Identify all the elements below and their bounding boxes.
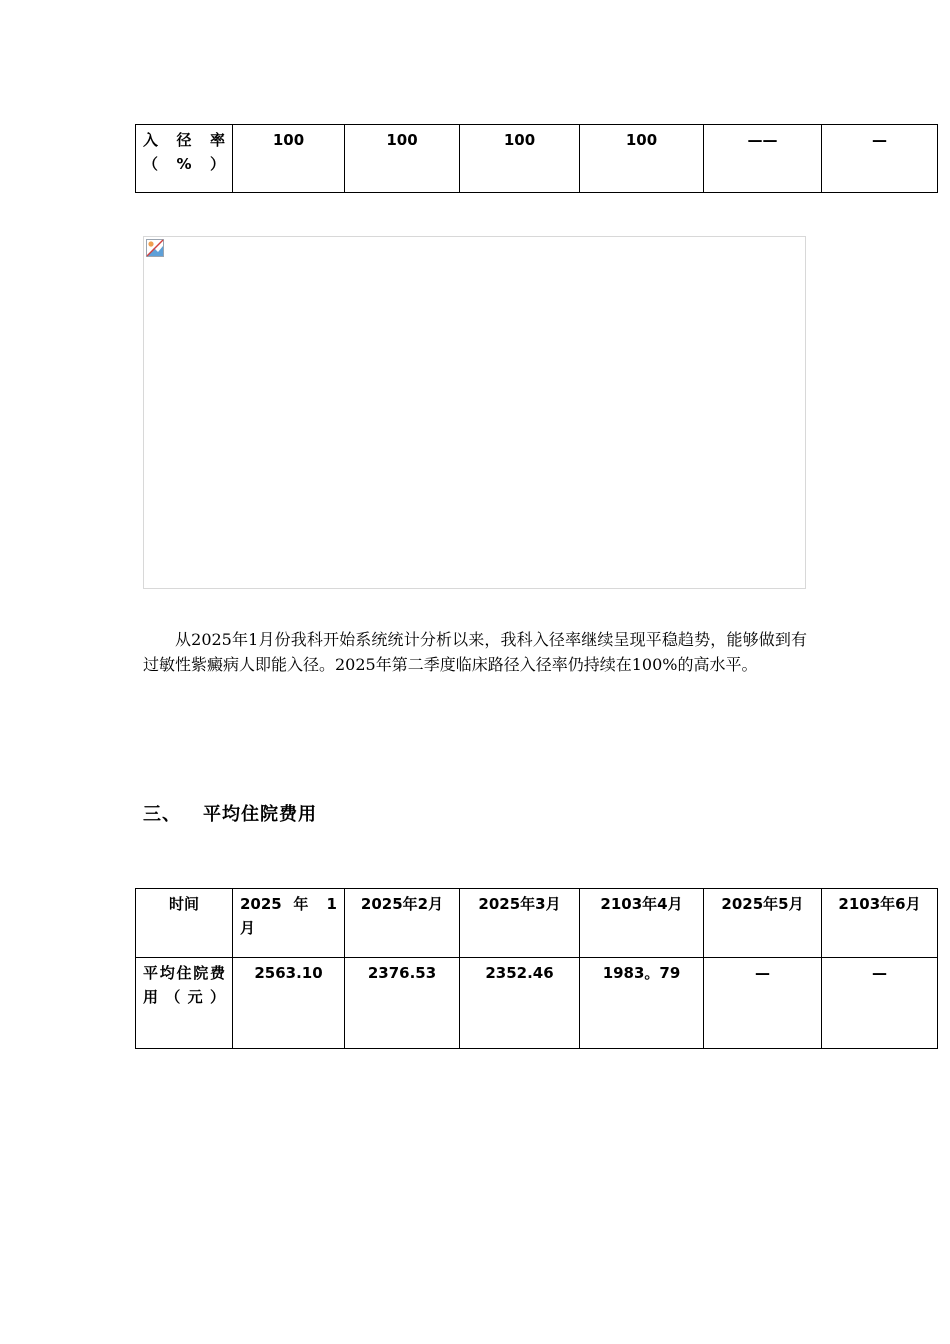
table-header-row — [136, 889, 938, 958]
average-cost-table — [135, 888, 938, 1049]
table-cell: 100 — [345, 125, 460, 193]
table-cell: 2352.46 — [460, 958, 580, 1049]
table-cell: 2563.10 — [233, 958, 345, 1049]
section-number: 三、 — [143, 804, 181, 825]
column-header: 2025 年 1 月 — [233, 889, 345, 958]
entry-rate-table — [135, 124, 938, 193]
column-header: 时间 — [136, 889, 233, 958]
row-label: 入 径 率（%） — [136, 125, 233, 193]
table-row — [136, 125, 938, 193]
table-cell: — — [822, 958, 938, 1049]
table-cell: 100 — [580, 125, 704, 193]
table-cell: — — [704, 958, 822, 1049]
column-header: 2025年2月 — [345, 889, 460, 958]
column-header: 2103年6月 — [822, 889, 938, 958]
column-header: 2103年4月 — [580, 889, 704, 958]
section-title: 平均住院费用 — [203, 804, 317, 825]
column-header: 2025年5月 — [704, 889, 822, 958]
column-header: 2025年3月 — [460, 889, 580, 958]
table-cell: —— — [704, 125, 822, 193]
table-cell: 100 — [233, 125, 345, 193]
table-row — [136, 958, 938, 1049]
table-cell: 1983。79 — [580, 958, 704, 1049]
section-heading — [143, 800, 317, 826]
image-placeholder — [143, 236, 806, 589]
broken-image-icon — [146, 239, 164, 257]
table-cell: 2376.53 — [345, 958, 460, 1049]
analysis-paragraph: 从2025年1月份我科开始系统统计分析以来，我科入径率继续呈现平稳趋势，能够做到有过敏性紫癜病人即能入径。2025年第二季度临床路径入径率仍持续在100%的高水平。 — [143, 630, 807, 674]
row-label: 平均住院费 用（元） — [136, 958, 233, 1049]
table-cell: 100 — [460, 125, 580, 193]
table-cell: — — [822, 125, 938, 193]
